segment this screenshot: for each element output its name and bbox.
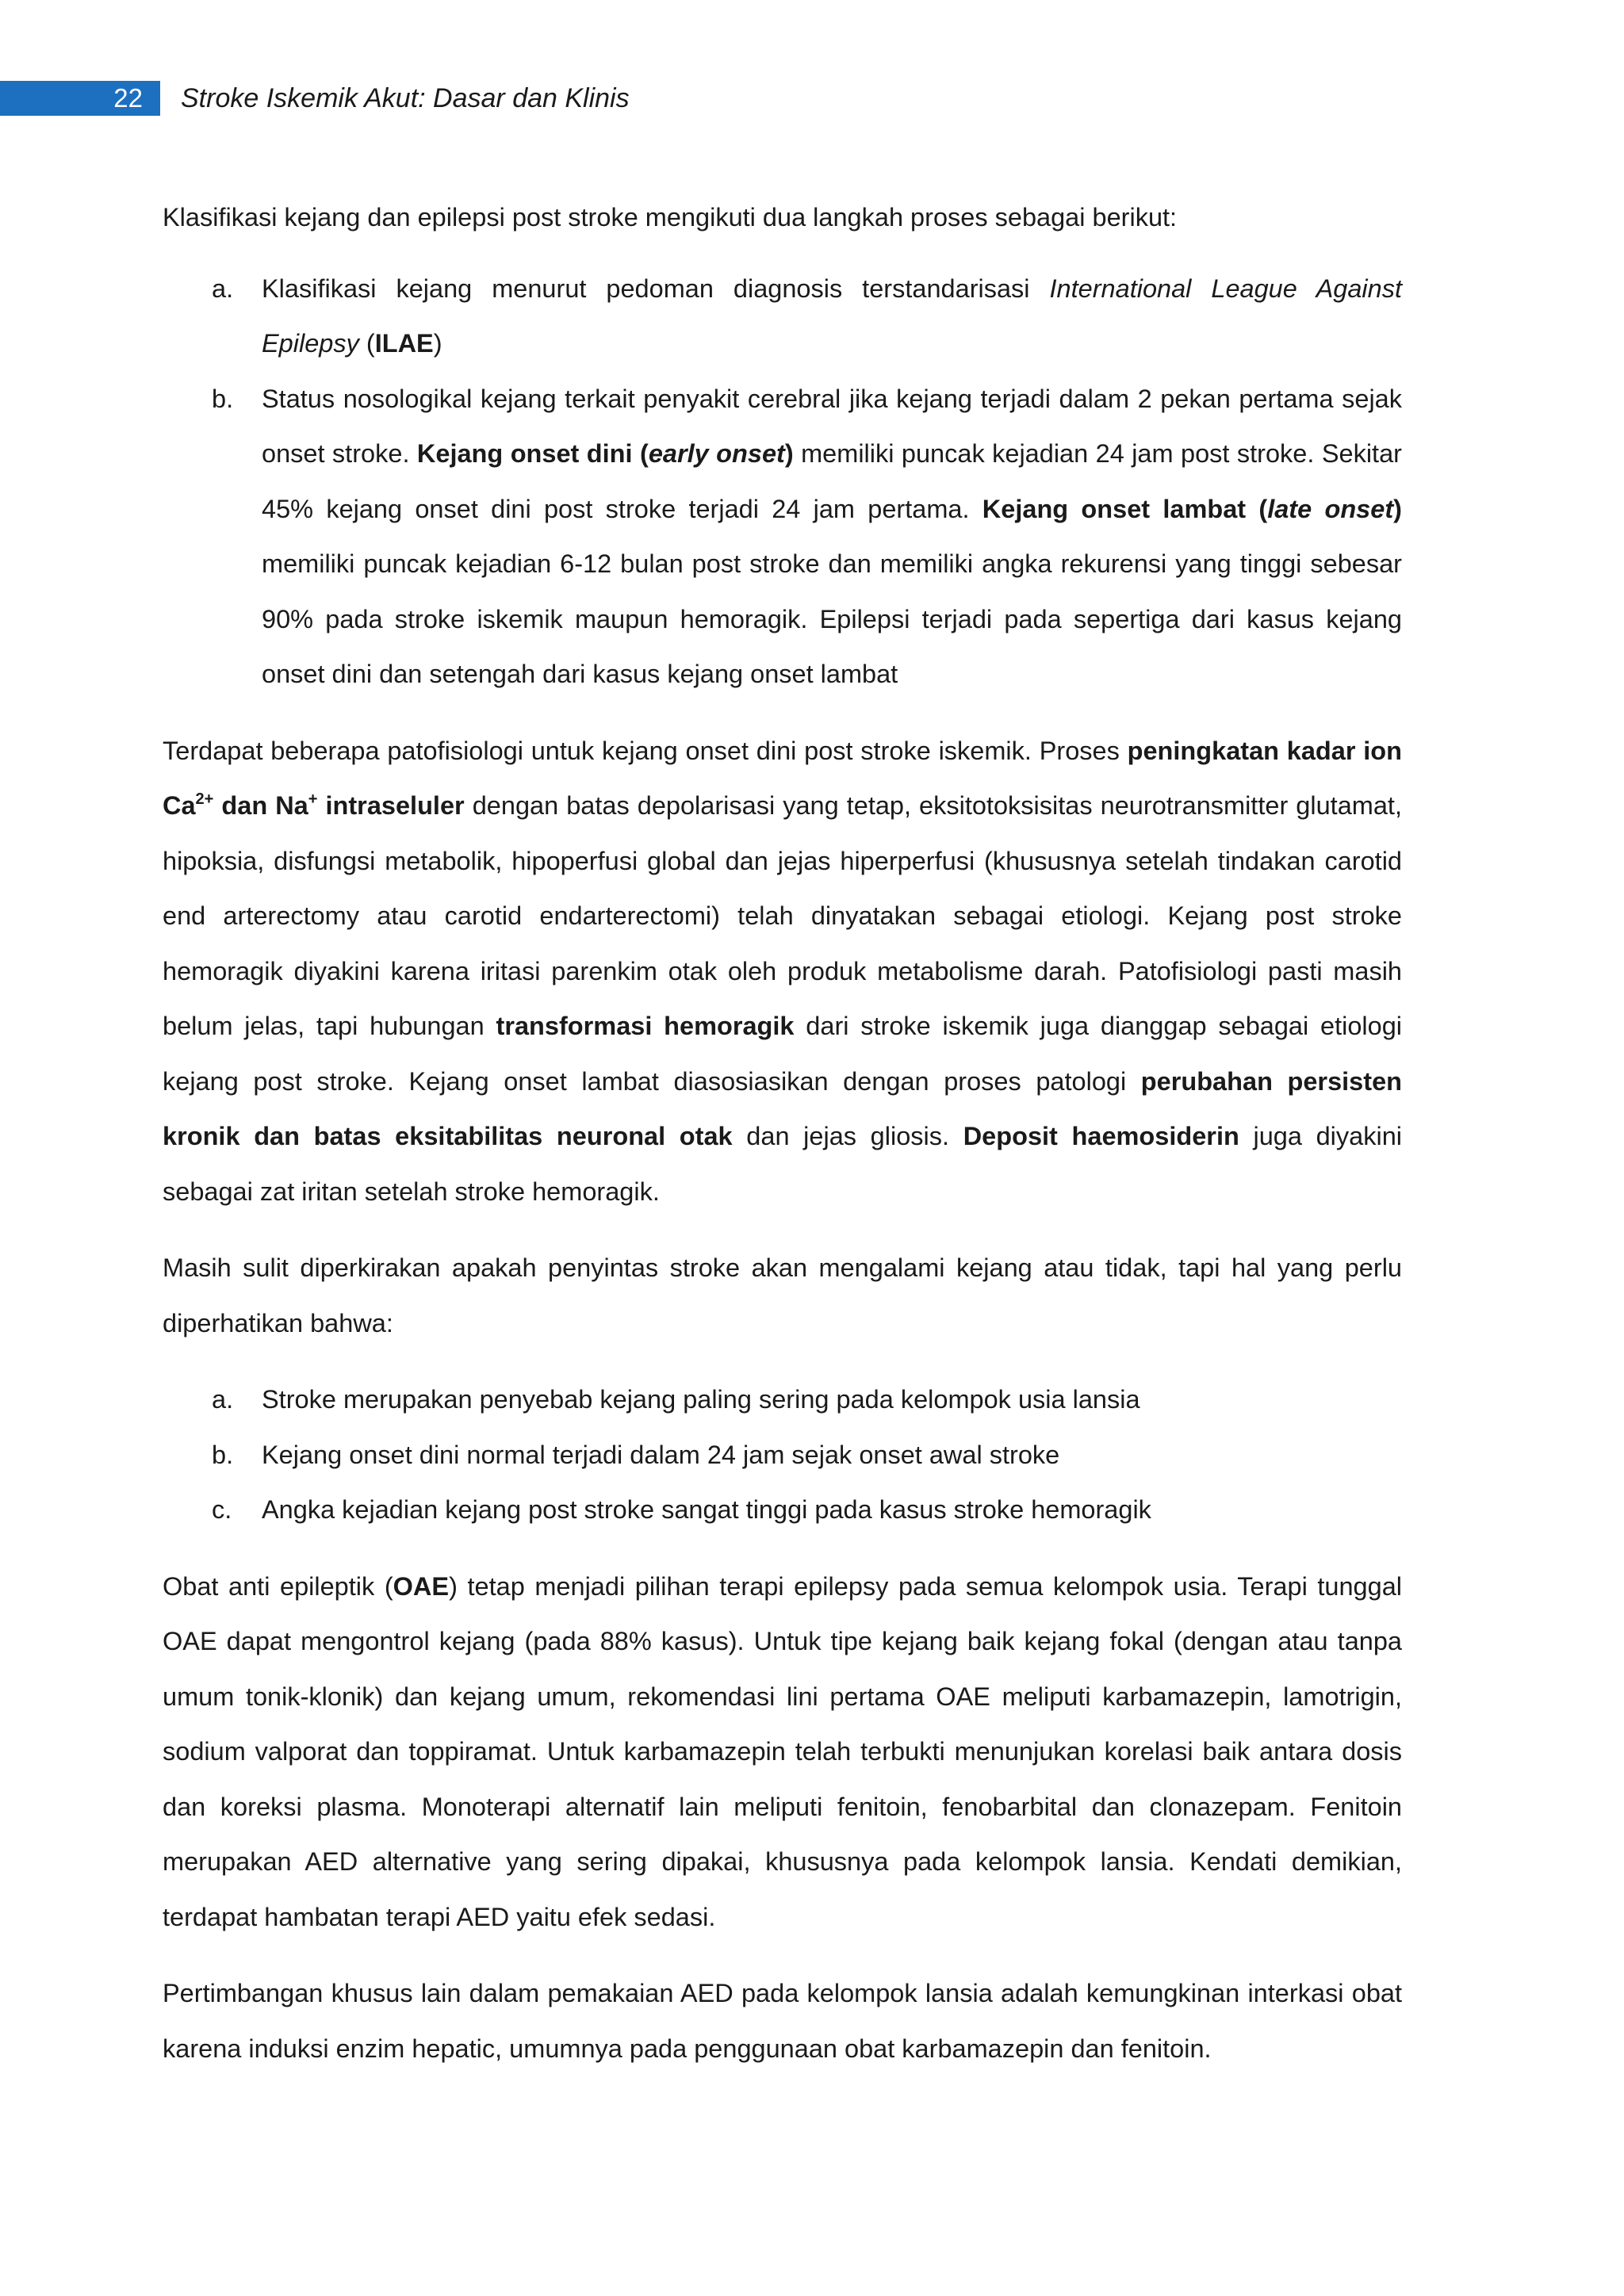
text-run: Terdapat beberapa patofisiologi untuk kejang onset dini post stroke iskemik. Proses bbox=[163, 736, 1128, 765]
paragraph-pathophysiology bbox=[163, 724, 1402, 1220]
running-title: Stroke Iskemik Akut: Dasar dan Klinis bbox=[181, 83, 630, 113]
list-marker: b. bbox=[212, 384, 234, 413]
bold-term: transformasi hemoragik bbox=[496, 1012, 795, 1040]
list-marker: a. bbox=[212, 274, 234, 303]
list-item bbox=[163, 372, 1402, 702]
list-item bbox=[163, 1372, 1402, 1428]
italic-term: International League Against Epilepsy bbox=[262, 274, 1402, 358]
superscript: 2+ bbox=[195, 790, 214, 808]
text-run: dengan batas depolarisasi yang tetap, eksitotoksisitas neurotransmitter glutamat, hipoksia, disfungsi metabolik, hipoperfusi global dan jejas hiperperfusi (khususnya setelah tindakan carotid end arterectomy atau carotid endarterectomi) telah dinyatakan sebagai etiologi. Kejang post stroke hemoragik diyakini karena iritasi parenkim otak oleh produk metabolisme darah. Patofisiologi pasti masih belum jelas, tapi hubungan bbox=[163, 791, 1402, 1040]
list-item bbox=[163, 1483, 1402, 1538]
list-item bbox=[163, 262, 1402, 372]
classification-list bbox=[163, 262, 1402, 702]
paragraph-therapy bbox=[163, 1559, 1402, 1946]
bold-term: ) bbox=[1393, 494, 1402, 523]
text-run: dari stroke iskemik juga dianggap sebagai etiologi kejang post stroke. Kejang onset lambat diasosiasikan dengan proses patologi bbox=[163, 1012, 1402, 1096]
list-marker: a. bbox=[212, 1385, 234, 1414]
bold-term: Deposit haemosiderin bbox=[963, 1122, 1239, 1150]
paragraph-prediction: Masih sulit diperkirakan apakah penyintas stroke akan mengalami kejang atau tidak, tapi hal yang perlu diperhatikan bahwa: bbox=[163, 1253, 1402, 1337]
bold-term: Kejang onset lambat ( bbox=[982, 494, 1268, 523]
bold-term: perubahan persisten kronik dan batas eksitabilitas neuronal otak bbox=[163, 1066, 1403, 1150]
bold-italic-term: early onset bbox=[648, 439, 785, 468]
text-run: Obat anti epileptik ( bbox=[163, 1571, 393, 1601]
page-number: 22 bbox=[113, 83, 143, 113]
text-run: memiliki puncak kejadian 24 jam post stroke. Sekitar 45% kejang onset dini post stroke terjadi 24 jam pertama. bbox=[262, 439, 1402, 523]
list-item-text: Angka kejadian kejang post stroke sangat tinggi pada kasus stroke hemoragik bbox=[262, 1495, 1151, 1524]
bold-term: OAE bbox=[393, 1571, 450, 1601]
list-marker: b. bbox=[212, 1440, 234, 1469]
list-item-text: Kejang onset dini normal terjadi dalam 24 jam sejak onset awal stroke bbox=[262, 1440, 1060, 1469]
page-body bbox=[163, 190, 1402, 2098]
text-run: juga diyakini sebagai zat iritan setelah stroke hemoragik. bbox=[163, 1122, 1402, 1206]
paragraph-intro: Klasifikasi kejang dan epilepsi post stroke mengikuti dua langkah proses sebagai berikut: bbox=[163, 203, 1178, 232]
text-run: ) tetap menjadi pilihan terapi epilepsy pada semua kelompok usia. Terapi tunggal OAE dapat mengontrol kejang (pada 88% kasus). Untuk tipe kejang baik kejang fokal (dengan atau tanpa umum tonik-klonik) dan kejang umum, rekomendasi lini pertama OAE meliputi karbamazepin, lamotrigin, sodium valporat dan toppiramat. Untuk karbamazepin telah terbukti menunjukan korelasi baik antara dosis dan koreksi plasma. Monoterapi alternatif lain meliputi fenitoin, fenobarbital dan clonazepam. Fenitoin merupakan AED alternative yang sering dipakai, khususnya pada kelompok lansia. Kendati demikian, terdapat hambatan terapi AED yaitu efek sedasi. bbox=[163, 1571, 1402, 1931]
paragraph-considerations: Pertimbangan khusus lain dalam pemakaian AED pada kelompok lansia adalah kemungkinan interkasi obat karena induksi enzim hepatic, umumnya pada penggunaan obat karbamazepin dan fenitoin. bbox=[163, 1979, 1402, 2063]
notes-list bbox=[163, 1372, 1402, 1538]
text-run: dan jejas gliosis. bbox=[732, 1122, 963, 1150]
text-run: memiliki puncak kejadian 6-12 bulan post stroke dan memiliki angka rekurensi yang tinggi sebesar 90% pada stroke iskemik maupun hemoragik. Epilepsi terjadi pada sepertiga dari kasus kejang onset dini dan setengah dari kasus kejang onset lambat bbox=[262, 549, 1402, 688]
list-item bbox=[163, 1428, 1402, 1483]
superscript: + bbox=[308, 790, 318, 808]
text-run: Status nosologikal kejang terkait penyakit cerebral jika kejang terjadi dalam 2 pekan pertama sejak onset stroke. bbox=[262, 384, 1402, 468]
bold-term: Kejang onset dini ( bbox=[416, 439, 649, 468]
text-run: Klasifikasi kejang menurut pedoman diagnosis terstandarisasi bbox=[262, 274, 1050, 303]
bold-term: ) bbox=[784, 439, 794, 468]
bold-term: ILAE bbox=[374, 329, 434, 358]
bold-italic-term: late onset bbox=[1267, 494, 1394, 523]
list-marker: c. bbox=[212, 1495, 232, 1524]
list-item-text: Stroke merupakan penyebab kejang paling sering pada kelompok usia lansia bbox=[262, 1385, 1140, 1414]
text-run: ) bbox=[433, 329, 442, 358]
bold-term: peningkatan kadar ion $Ca^{2+}$ dan Na+ intraseluler bbox=[163, 736, 1402, 820]
text-run: ( bbox=[358, 329, 375, 358]
